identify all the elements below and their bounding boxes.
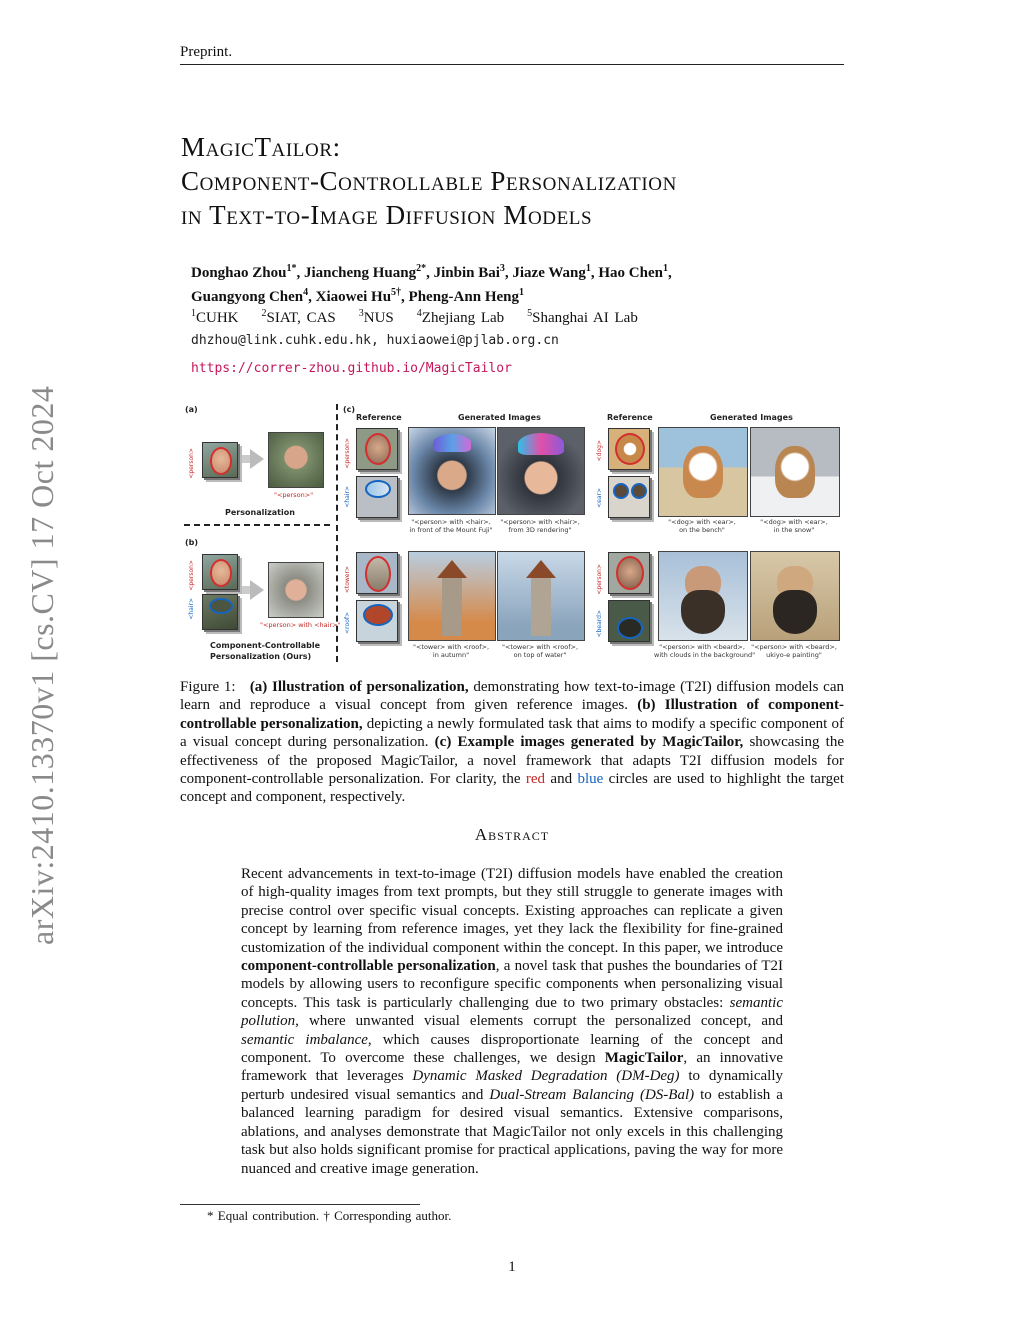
ref-tower-thumbnail xyxy=(356,552,398,594)
ccp-label-line1: Component-Controllable xyxy=(210,641,320,650)
affil-2: SIAT, CAS xyxy=(266,310,336,326)
generated-person-clouds xyxy=(658,551,748,641)
caption-a-bold: (a) Illustration of personalization, xyxy=(249,679,469,695)
beard-shape xyxy=(681,590,725,634)
caption-c-bold: (c) Example images generated by MagicTailor, xyxy=(434,734,744,751)
paper-title xyxy=(181,130,841,232)
tag-roof: <roof> xyxy=(344,612,351,634)
component-circle-roof xyxy=(363,604,393,626)
caption-end: circles are used to highlight the target concept and component, respectively. xyxy=(180,771,844,806)
cap-line: on top of water" xyxy=(513,651,567,659)
affil-3-sup: 3 xyxy=(358,308,364,319)
personalization-label: Personalization xyxy=(225,508,295,517)
component-circle-beard xyxy=(617,617,643,639)
figure-caption xyxy=(180,678,844,807)
abstract-b1: component-controllable personalization xyxy=(241,958,496,975)
tag-beard: <beard> xyxy=(596,610,603,638)
ref-dog-thumbnail xyxy=(608,428,650,470)
caption-blue-word: blue xyxy=(577,771,604,788)
panel-divider-horizontal xyxy=(184,524,330,526)
title-line-2: Component-Controllable Personalization xyxy=(181,166,677,196)
arrow-stem xyxy=(242,455,250,463)
generated-person-fuji xyxy=(408,427,496,515)
arxiv-identifier: arXiv:2410.13370v1 [cs.CV] 17 Oct 2024 xyxy=(24,385,60,945)
affil-5-sup: 5 xyxy=(527,308,533,319)
generated-tower-water xyxy=(497,551,585,641)
component-circle-ear-right xyxy=(631,483,647,499)
caption-tower-autumn xyxy=(408,643,494,659)
concept-circle-dog xyxy=(615,433,645,465)
caption-c-text: showcasing the effectiveness of the proposed MagicTailor, a novel framework that adapts T2I diffusion models for component-controllable personalization. For clarity, the xyxy=(180,734,844,788)
caption-a-text: demonstrating how text-to-image (T2I) diffusion models can learn and reproduce a visual concept from given reference images. xyxy=(180,679,844,714)
tag-person-c1: <person> xyxy=(344,438,351,469)
ref-person-thumbnail-2 xyxy=(608,552,650,594)
colored-hair xyxy=(433,434,471,452)
panel-a-label: (a) xyxy=(185,405,198,414)
authors-line-2: Guangyong Chen$^4$, Xiaowei $Hu^{5\dagger}$, Pheng-Ann Heng$^1$ xyxy=(191,287,524,305)
author-list xyxy=(191,259,831,307)
affil-4-sup: 4 xyxy=(416,308,422,319)
abstract-p3: , where unwanted visual elements corrupt the personalized concept, and xyxy=(295,1013,783,1030)
component-controlled-output-image xyxy=(268,562,324,618)
caption-person-clouds xyxy=(654,643,756,659)
abstract-i3: Dynamic Masked Degradation (DM-Deg) xyxy=(412,1068,680,1085)
figure-1 xyxy=(180,400,844,665)
caption-b-bold: (b) Illustration of component-controllable personalization, xyxy=(180,697,844,732)
concept-circle xyxy=(210,447,232,475)
tag-dog: <dog> xyxy=(596,440,603,462)
header-rule xyxy=(180,64,844,65)
generated-tower-autumn xyxy=(408,551,496,641)
cap-line: "<person> with <beard>, xyxy=(751,643,837,651)
cap-line: from 3D rendering" xyxy=(508,526,572,534)
dog-body-snow xyxy=(775,446,815,498)
tag-ear: <ear> xyxy=(596,488,603,508)
dog-body xyxy=(683,446,723,498)
caption-red-word: red xyxy=(525,771,546,788)
abstract-p2: , a novel task that pushes the boundaries of T2I models by allowing users to reconfigure specific components when personalizing visual concepts. This task is particularly challenging due to two primary obstacles: xyxy=(241,958,784,1011)
generated-person-ukiyoe xyxy=(750,551,840,641)
caption-person-fuji xyxy=(408,518,494,534)
panel-divider-vertical xyxy=(336,404,338,662)
concept-circle-c1 xyxy=(365,433,391,465)
abstract-p5: , an innovative framework that leverages xyxy=(241,1050,783,1085)
affil-5: Shanghai AI Lab xyxy=(532,310,638,326)
colored-hair-3d xyxy=(518,433,564,455)
tag-tower: <tower> xyxy=(344,566,351,594)
generated-dog-snow xyxy=(750,427,840,517)
caption-person-3d xyxy=(497,518,583,534)
abstract-p1: Recent advancements in text-to-image (T2I) diffusion models have enabled the creation of high-quality images from text prompts, but they still struggle to generate images with precise control over specific visual concepts. Existing approaches can replicate a given concept by learning from reference images, yet they lack the flexibility for fine-grained customization of the individual component within the concept. In this paper, we introduce xyxy=(241,866,783,956)
tag-hair-b: <hair> xyxy=(188,598,195,620)
affil-1-sup: 1 xyxy=(191,308,196,319)
cap-line: on the bench" xyxy=(679,526,725,534)
ref-roof-thumbnail xyxy=(356,600,398,642)
title-line-1: MagicTailor: xyxy=(181,132,341,162)
ref-ear-thumbnail xyxy=(608,476,650,518)
ref-person-thumbnail xyxy=(356,428,398,470)
beard-shape-ukiyoe xyxy=(773,590,817,634)
cap-line: "<dog> with <ear>, xyxy=(668,518,736,526)
footnote-rule xyxy=(180,1204,420,1205)
arrow-stem-b xyxy=(242,586,250,594)
abstract-i4: Dual-Stream Balancing (DS-Bal) xyxy=(489,1086,695,1103)
reference-header-left: Reference xyxy=(356,413,402,422)
project-url-link[interactable]: https://correr-zhou.github.io/MagicTailor xyxy=(191,361,512,376)
reference-header-right: Reference xyxy=(607,413,653,422)
abstract-p6: to dynamically perturb undesired visual semantics and xyxy=(241,1068,783,1103)
affil-2-sup: 2 xyxy=(261,308,267,319)
generated-dog-bench xyxy=(658,427,748,517)
abstract-heading: Abstract xyxy=(474,825,550,844)
arrow-right-icon xyxy=(250,449,264,469)
cap-line: "<tower> with <roof>, xyxy=(501,643,579,651)
arrow-right-icon-b xyxy=(250,580,264,600)
caption-and: and xyxy=(545,771,578,788)
abstract-b2: MagicTailor xyxy=(604,1050,684,1067)
prompt-b: "<person> with <hair>" xyxy=(260,621,341,629)
cap-line: "<dog> with <ear>, xyxy=(760,518,828,526)
ref-hair-thumbnail xyxy=(356,476,398,518)
reference-hair-thumbnail xyxy=(202,594,238,630)
cap-line: in front of the Mount Fuji" xyxy=(409,526,493,534)
caption-person-ukiyoe xyxy=(750,643,838,659)
affil-1: CUHK xyxy=(196,310,239,326)
page-number: 1 xyxy=(508,1259,516,1275)
contact-emails: dhzhou@link.cuhk.edu.hk, huxiaowei@pjlab.org.cn xyxy=(191,333,559,348)
tag-person-c2: <person> xyxy=(596,564,603,595)
component-circle-ear-left xyxy=(613,483,629,499)
component-circle xyxy=(209,598,233,614)
cap-line: "<person> with <beard>, xyxy=(659,643,745,651)
caption-dog-bench xyxy=(658,518,746,534)
prompt-a: "<person>" xyxy=(274,491,314,499)
tag-person-b: <person> xyxy=(188,560,195,591)
reference-face-thumbnail-b xyxy=(202,554,238,590)
tower-shape-water xyxy=(531,578,551,636)
abstract-p4: , which causes disproportionate learning of the concept and component. To overcome these challenges, we design xyxy=(241,1031,783,1067)
cap-line: in the snow" xyxy=(773,526,815,534)
abstract-i1: semantic pollution xyxy=(241,994,783,1030)
ref-beard-thumbnail xyxy=(608,600,650,642)
cap-line: "<person> with <hair>, xyxy=(411,518,491,526)
generated-person-3d xyxy=(497,427,585,515)
title-line-3: in Text-to-Image Diffusion Models xyxy=(181,200,593,230)
cap-line: ukiyo-e painting" xyxy=(766,651,822,659)
roof-shape xyxy=(437,560,467,578)
generated-header-right: Generated Images xyxy=(710,413,793,422)
ccp-label-line2: Personalization (Ours) xyxy=(210,652,312,661)
affiliations xyxy=(191,308,638,327)
panel-c-label: (c) xyxy=(343,405,356,414)
personalized-output-image xyxy=(268,432,324,488)
caption-tower-water xyxy=(497,643,583,659)
figure-number: Figure 1: xyxy=(180,679,236,695)
caption-dog-snow xyxy=(750,518,838,534)
concept-circle-c2 xyxy=(616,556,644,590)
affil-4: Zhejiang Lab xyxy=(421,310,505,326)
panel-b-label: (b) xyxy=(185,538,199,547)
cap-line: in autumn" xyxy=(432,651,470,659)
abstract-body xyxy=(241,865,783,1178)
concept-circle-b xyxy=(210,559,232,587)
reference-face-thumbnail xyxy=(202,442,238,478)
footnote: * Equal contribution. † Corresponding author. xyxy=(207,1208,452,1223)
tower-shape xyxy=(442,578,462,636)
abstract-i2: semantic imbalance xyxy=(241,1031,368,1048)
affil-3: NUS xyxy=(363,310,394,326)
tag-hair-c1: <hair> xyxy=(344,486,351,508)
authors-line-1: Donghao Zhou$^{1*}$, Jiancheng Huang$^{2*}$, Jinbin Bai$^3$, Jiaze Wang$^1$, Hao Chen$^1$, xyxy=(191,263,672,281)
generated-header-left: Generated Images xyxy=(458,413,541,422)
caption-b-text: depicting a newly formulated task that aims to modify a specific component of a visual concept during personalization. xyxy=(180,715,844,751)
cap-line: with clouds in the background" xyxy=(654,651,756,659)
cap-line: "<person> with <hair>, xyxy=(500,518,580,526)
concept-circle-tower xyxy=(365,556,391,592)
component-circle-c1 xyxy=(365,480,391,498)
abstract-p7: to establish a balanced learning paradigm for desired visual semantics. Extensive comparisons, ablations, and analyses demonstrate that MagicTailor not only excels in this challenging task but also holds significant promise for practical applications, paving the way for more nuanced and creative image generation. xyxy=(241,1086,783,1177)
running-header: Preprint. xyxy=(180,44,233,60)
roof-shape-water xyxy=(526,560,556,578)
tag-person-a: <person> xyxy=(188,448,195,479)
cap-line: "<tower> with <roof>, xyxy=(412,643,490,651)
